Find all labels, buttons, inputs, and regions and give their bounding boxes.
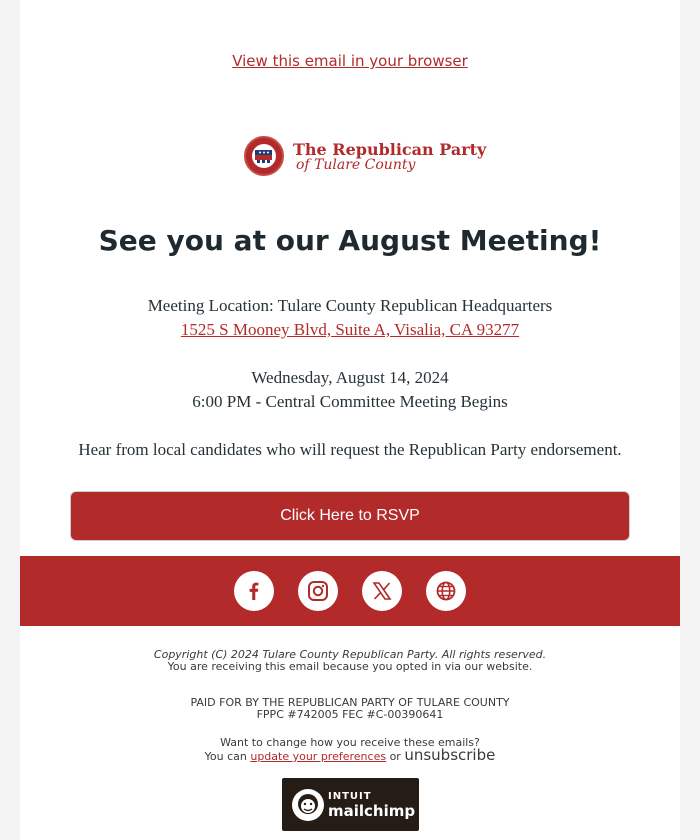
preferences-line <box>20 746 680 764</box>
meeting-time: 6:00 PM - Central Committee Meeting Begins <box>192 392 508 411</box>
facebook-icon[interactable] <box>234 571 274 611</box>
view-in-browser-link[interactable]: View this email in your browser <box>232 52 468 70</box>
update-preferences-link[interactable]: update your preferences <box>250 750 387 763</box>
globe-icon[interactable] <box>426 571 466 611</box>
change-prompt: Want to change how you receive these emails? <box>220 736 480 749</box>
party-logo[interactable] <box>244 136 487 180</box>
meeting-location: Meeting Location: Tulare County Republican Headquarters <box>147 296 553 315</box>
copyright-text: Copyright (C) 2024 Tulare County Republican Party. All rights reserved. <box>153 648 547 661</box>
unsubscribe-link[interactable]: unsubscribe <box>404 746 496 764</box>
paid-for-text: PAID FOR BY THE REPUBLICAN PARTY OF TULARE COUNTY <box>190 696 510 709</box>
mailchimp-badge[interactable] <box>282 778 419 831</box>
fppc-fec-ids: FPPC #742005 FEC #C-00390641 <box>256 708 444 721</box>
elephant-seal-icon <box>244 136 284 176</box>
instagram-icon[interactable] <box>298 571 338 611</box>
mailchimp-wordmark: mailchimp <box>328 802 416 820</box>
meeting-address-link[interactable]: 1525 S Mooney Blvd, Suite A, Visalia, CA 93277 <box>180 320 520 339</box>
intuit-wordmark: INTUIT <box>328 791 372 802</box>
opt-in-reason: You are receiving this email because you opted in via our website. <box>167 660 533 673</box>
email-body <box>20 0 680 840</box>
logo-subtitle: of Tulare County <box>296 157 416 173</box>
meeting-description: Hear from local candidates who will request the Republican Party endorsement. <box>78 440 622 459</box>
freddie-icon <box>292 789 324 821</box>
logo-title: The Republican Party <box>293 140 487 159</box>
rsvp-button[interactable]: Click Here to RSVP <box>70 491 630 541</box>
x-icon[interactable] <box>362 571 402 611</box>
social-links-bar <box>20 556 680 626</box>
meeting-date: Wednesday, August 14, 2024 <box>251 368 449 387</box>
you-can-text: You can <box>204 750 247 763</box>
or-text: or <box>389 750 401 763</box>
headline: See you at our August Meeting! <box>98 224 602 257</box>
